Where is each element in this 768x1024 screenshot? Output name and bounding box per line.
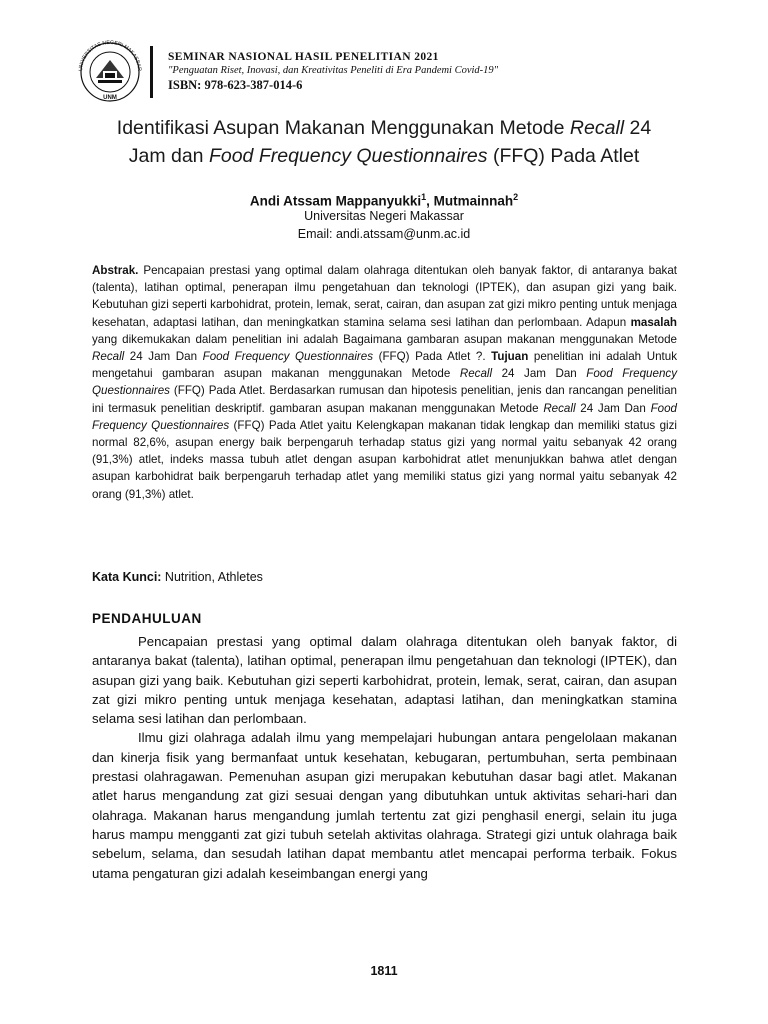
abstract-label: Abstrak. [92, 264, 139, 277]
abstract-italic: Recall [459, 367, 493, 381]
title-text: 24 [624, 117, 652, 139]
abstract-text: (FFQ) Pada Atlet ?. [373, 350, 492, 364]
title-text: Jam dan [128, 145, 209, 167]
body-text [92, 632, 677, 883]
page-number: 1811 [370, 964, 398, 978]
title-text: (FFQ) Pada Atlet [487, 145, 640, 167]
abstract-text: (FFQ) Pada Atlet. Berdasarkan rumusan dan hipotesis penelitian, jenis dan rancangan penelitian ini termasuk penelitian deskriptif. gambaran asupan makanan menggunakan Metode [92, 384, 677, 415]
abstract-emph: Tujuan [491, 350, 529, 364]
author-1-affil-mark: 1 [421, 192, 427, 202]
author-email: Email: andi.atssam@unm.ac.id [297, 227, 471, 241]
keywords-label: Kata Kunci: [92, 570, 162, 584]
abstract [92, 262, 677, 503]
abstract-text: 24 Jam Dan [575, 401, 651, 415]
section-heading: PENDAHULUAN [92, 611, 202, 626]
page-header [72, 38, 692, 104]
abstract-italic: Recall [92, 350, 125, 364]
keywords-value: Nutrition, Athletes [161, 570, 263, 584]
author-2-affil-mark: 2 [513, 192, 519, 202]
author-2: Mutmainnah [433, 193, 514, 209]
title-text: Identifikasi Asupan Makanan Menggunakan Metode [116, 117, 570, 139]
keywords [92, 568, 677, 586]
abstract-text: 24 Jam Dan [492, 367, 587, 381]
abstract-text: 24 Jam Dan [124, 350, 203, 364]
unm-logo-icon [72, 38, 148, 104]
paragraph: Pencapaian prestasi yang optimal dalam olahraga ditentukan oleh banyak faktor, di antaranya bakat (talenta), latihan optimal, penerapan ilmu pengetahuan dan teknologi (IPTEK), dan asupan gizi yang baik. Kebutuhan gizi seperti karbohidrat, protein, lemak, serat, cairan, dan asupan zat gizi mikro penting untuk menjaga kesehatan, adaptasi latihan, dan meningkatkan stamina selama sesi latihan dan perlombaan. [92, 634, 677, 727]
abstract-emph: masalah [630, 315, 677, 329]
paper-title [70, 114, 698, 170]
affiliation: Universitas Negeri Makassar [304, 209, 464, 223]
header-text [168, 50, 498, 94]
abstract-text: penelitian ini adalah Untuk mengetahui gambaran asupan makanan menggunakan Metode [92, 350, 677, 381]
logo-unm-text: UNM [103, 95, 117, 101]
header-divider [150, 46, 153, 98]
paragraph: Ilmu gizi olahraga adalah ilmu yang mempelajari hubungan antara pengelolaan makanan dan kinerja fisik yang bermanfaat untuk kesehatan, kebugaran, pertumbuhan, serta pembinaan prestasi olahragawan. Pemenuhan asupan gizi merupakan kebutuhan dasar bagi atlet. Makanan atlet harus mengandung zat gizi sesuai dengan yang dibutuhkan untuk aktivitas sehari-hari dan olahraga. Makanan harus mengandung jumlah tertentu zat gizi penghasil energi, selain itu juga harus mampu mengganti zat gizi tubuh setelah aktivitas olahraga. Strategi gizi untuk olahraga baik sebelum, selama, dan sesudah latihan dapat membantu atlet mencapai performa terbaik. Fokus utama pengaturan gizi adalah keseimbangan energi yang [92, 730, 677, 881]
abstract-italic: Food Frequency Questionnaires [92, 367, 677, 398]
author-separator: , [426, 193, 434, 209]
seminar-theme: "Penguatan Riset, Inovasi, dan Kreativitas Peneliti di Era Pandemi Covid-19" [168, 65, 499, 76]
abstract-text: Pencapaian prestasi yang optimal dalam olahraga ditentukan oleh banyak faktor, di antaranya bakat (talenta), latihan optimal, penerapan ilmu pengetahuan dan teknologi (IPTEK), dan asupan gizi yang baik. Kebutuhan gizi seperti karbohidrat, protein, lemak, serat, cairan, dan asupan zat gizi mikro penting untuk menjaga kesehatan, adaptasi latihan, dan meningkatkan stamina selama sesi latihan dan perlombaan. Adapun [92, 264, 677, 329]
abstract-italic: Food Frequency Questionnaires [202, 350, 373, 364]
logo-arc-text: UNIVERSITAS NEGERI MAKASSAR [77, 39, 143, 72]
author-1: Andi Atssam Mappanyukki [249, 193, 422, 209]
abstract-text: yang dikemukakan dalam penelitian ini adalah Bagaimana gambaran asupan makanan menggunakan Metode [92, 332, 677, 346]
title-recall: Recall [569, 117, 625, 139]
abstract-italic: Food Frequency Questionnaires [92, 401, 678, 432]
title-ffq: Food Frequency Questionnaires [208, 145, 488, 167]
abstract-italic: Recall [543, 401, 576, 415]
seminar-name: SEMINAR NASIONAL HASIL PENELITIAN 2021 [168, 51, 439, 63]
abstract-text: (FFQ) Pada Atlet yaitu Kelengkapan makanan tidak lengkap dan memiliki status gizi normal 82,6%, asupan energy baik berpengaruh terhadap status gizi yang normal yaitu sebanyak 42 orang (91,3%) atlet, indeks massa tubuh atlet dengan asupan karbohidrat atlet menunjukkan bahwa atlet dengan asupan karbohidrat baik berpengaruh terhadap atlet yang memiliki status gizi yang normal yaitu sebanyak 42 orang (91,3%) atlet. [92, 418, 677, 501]
isbn: ISBN: 978-623-387-014-6 [168, 78, 303, 92]
